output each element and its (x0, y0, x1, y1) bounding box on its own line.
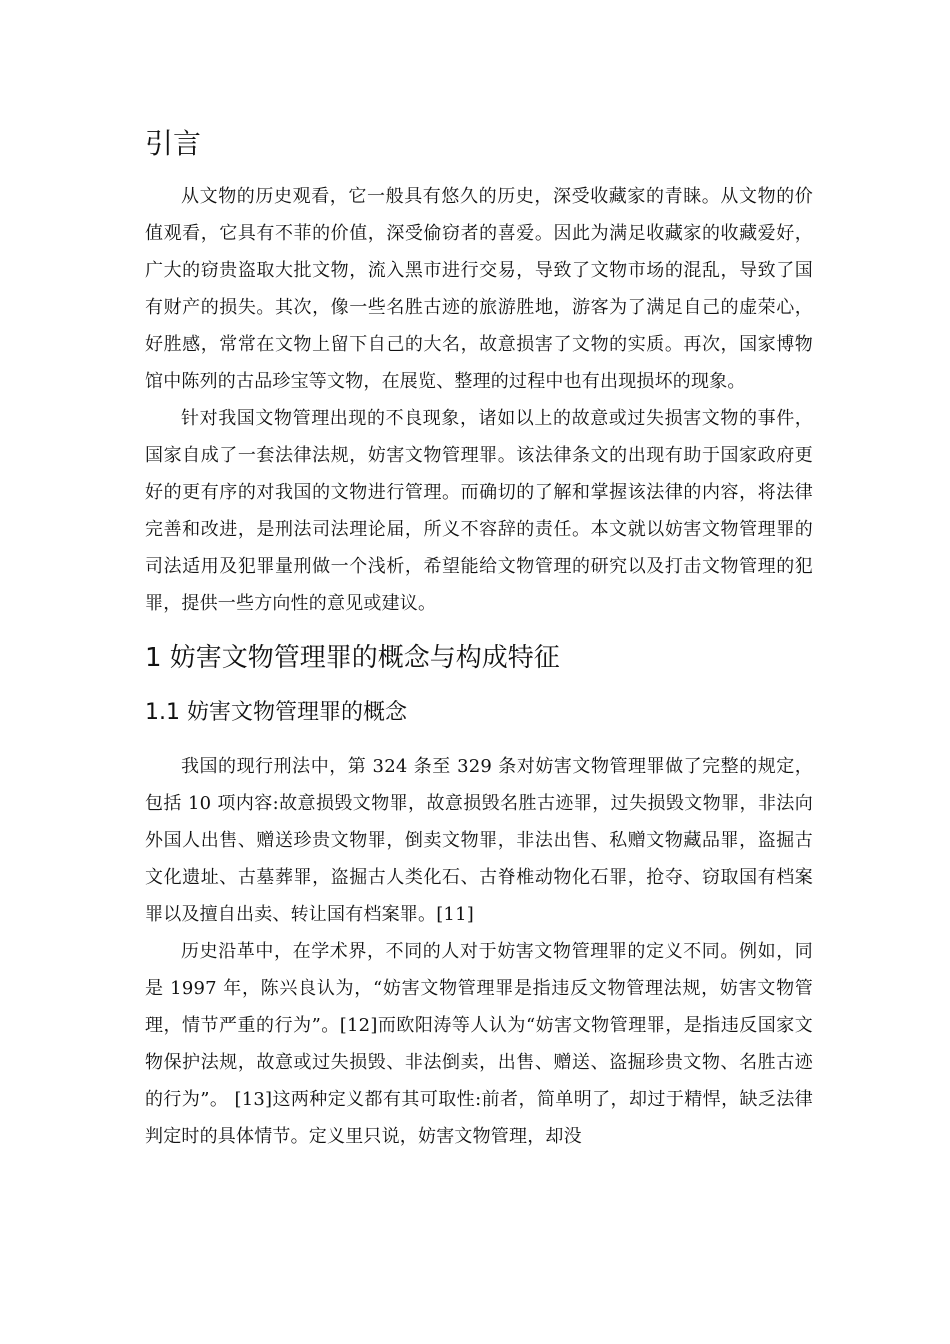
page-content (145, 124, 813, 1155)
intro-heading: 引言 (145, 127, 202, 160)
chapter-1-heading: 1 妨害文物管理罪的概念与构成特征 (145, 643, 560, 673)
section-1-1-paragraph-1: 我国的现行刑法中，第 324 条至 329 条对妨害文物管理罪做了完整的规定，包括 10 项内容:故意损毁文物罪，故意损毁名胜古迹罪，过失损毁文物罪，非法向外国人出售、赠送珍贵文物罪，倒卖文物罪，非法出售、私赠文物藏品罪，盗掘古文化遗址、古墓葬罪，盗掘古人类化石、古脊椎动物化石罪，抢夺、窃取国有档案罪以及擅自出卖、转让国有档案罪。[11] (145, 756, 813, 925)
section-1-1-paragraph-2: 历史沿革中，在学术界，不同的人对于妨害文物管理罪的定义不同。例如，同是 1997 年，陈兴良认为，“妨害文物管理罪是指违反文物管理法规，妨害文物管理，情节严重的行为”。[12]而欧阳涛等人认为“妨害文物管理罪，是指违反国家文物保护法规，故意或过失损毁、非法倒卖，出售、赠送、盗掘珍贵文物、名胜古迹的行为”。 [13]这两种定义都有其可取性:前者，简单明了，却过于精悍，缺乏法律判定时的具体情节。定义里只说，妨害文物管理，却没 (145, 941, 813, 1147)
section-1-1-heading: 1.1 妨害文物管理罪的概念 (145, 700, 407, 725)
intro-paragraph-1: 从文物的历史观看，它一般具有悠久的历史，深受收藏家的青睐。从文物的价值观看，它具有不菲的价值，深受偷窃者的喜爱。因此为满足收藏家的收藏爱好，广大的窃贵盗取大批文物，流入黑市进行交易，导致了文物市场的混乱，导致了国有财产的损失。其次，像一些名胜古迹的旅游胜地，游客为了满足自己的虚荣心，好胜感，常常在文物上留下自己的大名，故意损害了文物的实质。再次，国家博物馆中陈列的古品珍宝等文物，在展览、整理的过程中也有出现损坏的现象。 (145, 186, 813, 392)
intro-paragraph-2: 针对我国文物管理出现的不良现象，诸如以上的故意或过失损害文物的事件，国家自成了一套法律法规，妨害文物管理罪。该法律条文的出现有助于国家政府更好的更有序的对我国的文物进行管理。而确切的了解和掌握该法律的内容，将法律完善和改进，是刑法司法理论届，所义不容辞的责任。本文就以妨害文物管理罪的司法适用及犯罪量刑做一个浅析，希望能给文物管理的研究以及打击文物管理的犯罪，提供一些方向性的意见或建议。 (145, 408, 813, 614)
